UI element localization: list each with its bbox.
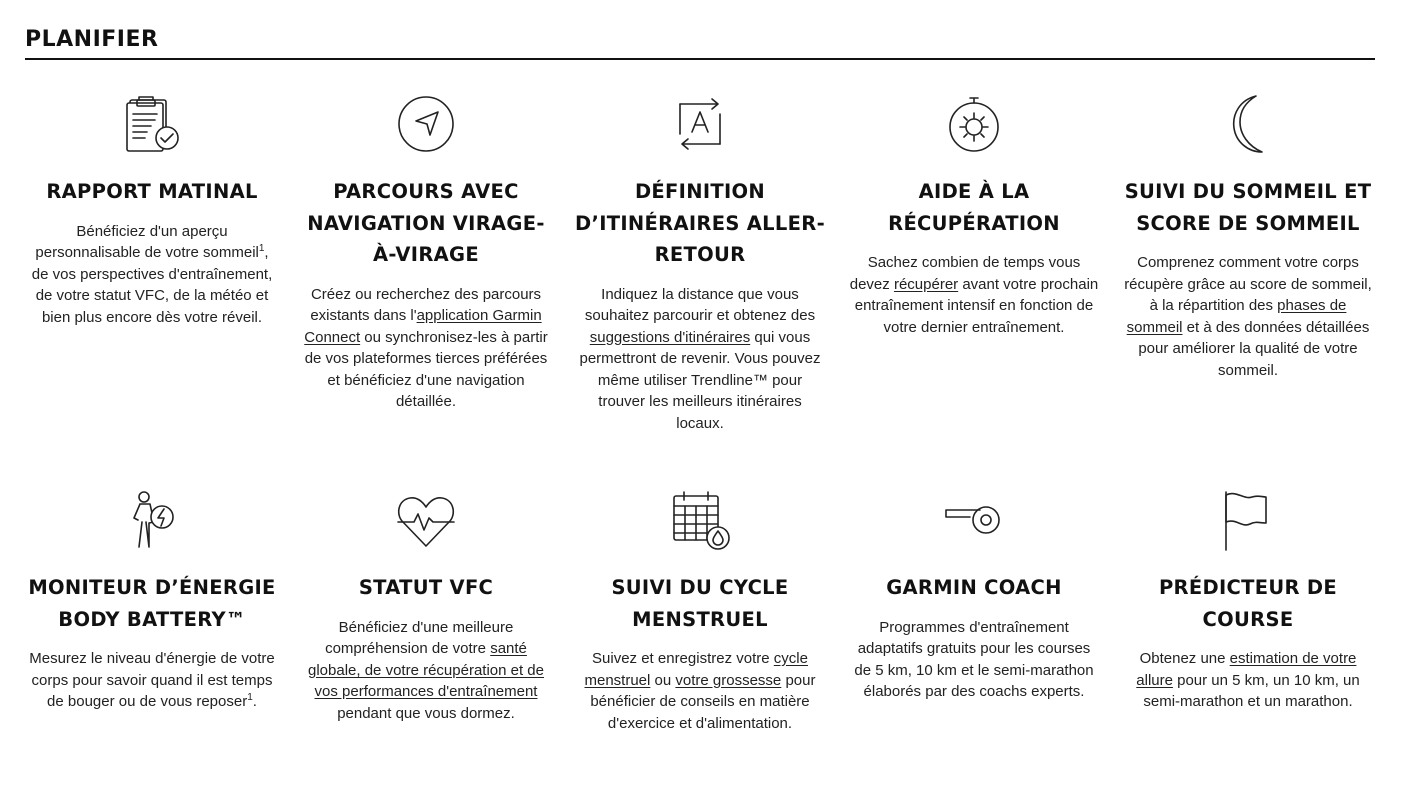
feature-description	[27, 648, 277, 713]
feature-title: STATUT VFC	[358, 576, 494, 599]
heart-rate-icon	[394, 488, 458, 552]
feature-link[interactable]: suggestions d'itinéraires	[589, 328, 751, 346]
feature-description	[301, 617, 551, 725]
recovery-stopwatch-icon	[942, 92, 1006, 156]
feature-card	[563, 92, 837, 488]
description-text: avant votre prochain entraînement intensif en fonction de votre dernier entraînement.	[854, 275, 1099, 336]
feature-description	[849, 252, 1099, 338]
description-text: Créez ou recherchez des parcours existants dans l'	[310, 285, 542, 324]
description-text: Mesurez le niveau d'énergie de votre corps pour savoir quand il est temps de bouger ou de vous reposer	[29, 650, 275, 710]
feature-title: PARCOURS AVEC NAVIGATION VIRAGE-À-VIRAGE	[307, 180, 545, 266]
feature-card	[1111, 92, 1385, 488]
description-text: ou synchronisez-les à partir de vos plateformes tierces préférées et bénéficiez d'une navigation détaillée.	[304, 328, 548, 410]
feature-card	[837, 92, 1111, 488]
feature-link[interactable]: récupérer	[893, 275, 959, 293]
calendar-drop-icon	[668, 488, 732, 552]
feature-description	[849, 617, 1099, 703]
round-trip-route-icon	[668, 92, 732, 156]
feature-title: SUIVI DU CYCLE MENSTRUEL	[611, 576, 789, 631]
feature-title: DÉFINITION D’ITINÉRAIRES ALLER-RETOUR	[575, 180, 825, 266]
feature-link[interactable]: cycle menstruel	[584, 650, 808, 689]
feature-title: GARMIN COACH	[886, 576, 1062, 599]
description-text: Suivez et enregistrez votre	[592, 650, 774, 667]
features-grid	[15, 92, 1385, 788]
feature-card	[1111, 488, 1385, 788]
title-divider	[25, 58, 1375, 60]
feature-description	[575, 284, 825, 435]
flag-icon	[1216, 488, 1280, 552]
feature-card	[837, 488, 1111, 788]
person-energy-icon	[120, 488, 184, 552]
feature-description	[1123, 648, 1373, 713]
feature-card	[15, 92, 289, 488]
feature-link[interactable]: santé globale, de votre récupération et de vos performances d'entraînement	[308, 640, 544, 700]
section-title: PLANIFIER	[25, 27, 159, 52]
feature-card	[289, 488, 563, 788]
description-text: Bénéficiez d'une meilleure compréhension de votre	[325, 618, 514, 657]
description-text: Comprenez comment votre corps récupère grâce au score de sommeil, à la répartition des	[1124, 254, 1372, 314]
description-text: pour bénéficier de conseils en matière d'exercice et d'alimentation.	[590, 671, 816, 732]
description-text: .	[252, 693, 257, 710]
description-text: ou	[650, 671, 676, 689]
feature-description	[1123, 252, 1373, 381]
description-text: Bénéficiez d'un aperçu personnalisable de votre sommeil	[35, 222, 259, 261]
crescent-moon-icon	[1216, 92, 1280, 156]
feature-card	[15, 488, 289, 788]
feature-link[interactable]: phases de sommeil	[1126, 297, 1347, 336]
feature-title: RAPPORT MATINAL	[46, 180, 258, 203]
feature-description	[301, 284, 551, 413]
feature-description	[27, 221, 277, 329]
footnote-marker: 1	[247, 692, 253, 703]
feature-description	[575, 648, 825, 734]
feature-link[interactable]: application Garmin Connect	[304, 307, 542, 346]
feature-link[interactable]: votre grossesse	[675, 671, 782, 689]
description-text: Sachez combien de temps vous devez	[849, 254, 1081, 293]
description-text: Programmes d'entraînement adaptatifs gratuits pour les courses de 5 km, 10 km et le semi-marathon élaborés par des coachs experts.	[854, 618, 1094, 700]
whistle-icon	[942, 488, 1006, 552]
description-text: pour un 5 km, un 10 km, un semi-marathon et un marathon.	[1143, 671, 1360, 710]
footnote-marker: 1	[258, 243, 265, 254]
feature-title: MONITEUR D’ÉNERGIE BODY BATTERY™	[28, 576, 276, 631]
clipboard-check-icon	[120, 92, 184, 156]
description-text: et à des données détaillées pour améliorer la qualité de votre sommeil.	[1138, 318, 1370, 379]
navigation-arrow-icon	[394, 92, 458, 156]
feature-title: AIDE À LA RÉCUPÉRATION	[888, 180, 1060, 235]
description-text: , de vos perspectives d'entraînement, de votre statut VFC, de la météo et bien plus encore dès votre réveil.	[31, 244, 273, 326]
description-text: Indiquez la distance que vous souhaitez parcourir et obtenez des	[584, 285, 816, 324]
feature-title: PRÉDICTEUR DE COURSE	[1158, 576, 1338, 631]
description-text: qui vous permettront de revenir. Vous pouvez même utiliser Trendline™ pour trouver les meilleurs itinéraires locaux.	[579, 328, 821, 432]
description-text: Obtenez une	[1139, 650, 1230, 667]
description-text: pendant que vous dormez.	[337, 704, 515, 722]
feature-title: SUIVI DU SOMMEIL ET SCORE DE SOMMEIL	[1124, 180, 1372, 235]
feature-card	[563, 488, 837, 788]
feature-card	[289, 92, 563, 488]
feature-link[interactable]: estimation de votre allure	[1136, 650, 1357, 689]
